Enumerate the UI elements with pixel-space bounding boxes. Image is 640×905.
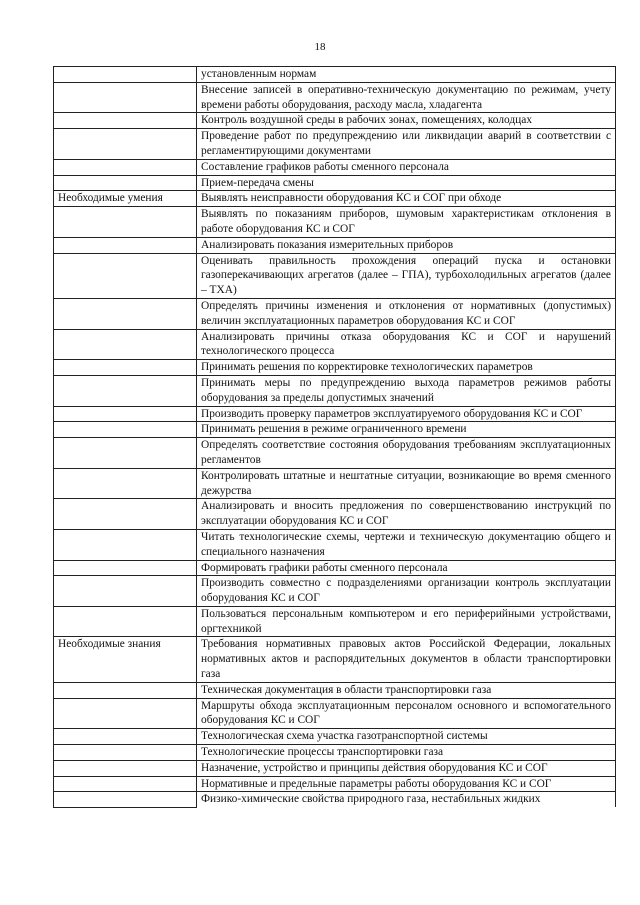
- item-cell: Выявлять по показаниям приборов, шумовым характеристикам отклонения в работе оборудования КС и СОГ: [197, 207, 616, 238]
- table-row: [54, 406, 616, 422]
- item-cell: Производить совместно с подразделениями организации контроль эксплуатации оборудования КС и СОГ: [197, 576, 616, 607]
- item-cell: Прием-передача смены: [197, 175, 616, 191]
- category-cell: [54, 253, 197, 298]
- table-row: [54, 637, 616, 682]
- category-cell: [54, 776, 197, 792]
- table-row: [54, 576, 616, 607]
- category-cell: [54, 237, 197, 253]
- item-cell: Внесение записей в оперативно-техническую документацию по режимам, учету времени работы оборудования, расходу масла, хладагента: [197, 82, 616, 113]
- category-cell: [54, 792, 197, 807]
- category-cell: [54, 606, 197, 637]
- item-cell: Оценивать правильность прохождения операций пуска и остановки газоперекачивающих агрегатов (далее – ГПА), турбохолодильных агрегатов (далее – ТХА): [197, 253, 616, 298]
- table-row: [54, 298, 616, 329]
- category-cell: [54, 159, 197, 175]
- item-cell: Пользоваться персональным компьютером и его периферийными устройствами, оргтехникой: [197, 606, 616, 637]
- category-cell: [54, 207, 197, 238]
- item-cell: Анализировать показания измерительных приборов: [197, 237, 616, 253]
- category-cell: [54, 468, 197, 499]
- item-cell: Нормативные и предельные параметры работы оборудования КС и СОГ: [197, 776, 616, 792]
- item-cell: Физико-химические свойства природного газа, нестабильных жидких: [197, 792, 616, 807]
- table-row: [54, 329, 616, 360]
- table-row: [54, 113, 616, 129]
- item-cell: Назначение, устройство и принципы действия оборудования КС и СОГ: [197, 760, 616, 776]
- item-cell: Анализировать и вносить предложения по совершенствованию инструкций по эксплуатации оборудования КС и СОГ: [197, 499, 616, 530]
- table-row: [54, 776, 616, 792]
- table-row: [54, 792, 616, 807]
- table-row: [54, 729, 616, 745]
- category-cell: [54, 129, 197, 160]
- item-cell: Технологические процессы транспортировки газа: [197, 745, 616, 761]
- category-cell: [54, 529, 197, 560]
- category-cell: [54, 82, 197, 113]
- item-cell: Контроль воздушной среды в рабочих зонах, помещениях, колодцах: [197, 113, 616, 129]
- item-cell: Определять причины изменения и отклонения от нормативных (допустимых) величин эксплуатационных параметров оборудования КС и СОГ: [197, 298, 616, 329]
- table-row: [54, 682, 616, 698]
- category-cell: [54, 560, 197, 576]
- item-cell: Принимать меры по предупреждению выхода параметров режимов работы оборудования за пределы допустимых значений: [197, 375, 616, 406]
- category-cell: [54, 745, 197, 761]
- item-cell: Контролировать штатные и нештатные ситуации, возникающие во время сменного дежурства: [197, 468, 616, 499]
- category-cell: [54, 375, 197, 406]
- category-cell: [54, 422, 197, 438]
- table-row: [54, 67, 616, 83]
- category-cell: [54, 329, 197, 360]
- category-cell: [54, 729, 197, 745]
- table-row: [54, 82, 616, 113]
- table-row: [54, 560, 616, 576]
- table-row: [54, 207, 616, 238]
- table-row: [54, 468, 616, 499]
- table-row: [54, 191, 616, 207]
- item-cell: Составление графиков работы сменного персонала: [197, 159, 616, 175]
- item-cell: Анализировать причины отказа оборудования КС и СОГ и нарушений технологического процесса: [197, 329, 616, 360]
- category-cell: [54, 298, 197, 329]
- item-cell: Принимать решения по корректировке технологических параметров: [197, 360, 616, 376]
- category-cell: [54, 760, 197, 776]
- item-cell: Выявлять неисправности оборудования КС и СОГ при обходе: [197, 191, 616, 207]
- category-cell: Необходимые знания: [54, 637, 197, 682]
- category-cell: [54, 406, 197, 422]
- item-cell: Техническая документация в области транспортировки газа: [197, 682, 616, 698]
- category-cell: [54, 113, 197, 129]
- page-number: 18: [314, 41, 326, 53]
- item-cell: Технологическая схема участка газотранспортной системы: [197, 729, 616, 745]
- table-row: [54, 438, 616, 469]
- item-cell: Читать технологические схемы, чертежи и техническую документацию общего и специального назначения: [197, 529, 616, 560]
- table-row: [54, 499, 616, 530]
- item-cell: Производить проверку параметров эксплуатируемого оборудования КС и СОГ: [197, 406, 616, 422]
- item-cell: установленным нормам: [197, 67, 616, 83]
- item-cell: Проведение работ по предупреждению или ликвидации аварий в соответствии с регламентирующими документами: [197, 129, 616, 160]
- table-row: [54, 422, 616, 438]
- table-row: [54, 606, 616, 637]
- table-row: [54, 253, 616, 298]
- category-cell: [54, 576, 197, 607]
- table-row: [54, 129, 616, 160]
- table-body: [54, 67, 616, 808]
- category-cell: [54, 499, 197, 530]
- table-row: [54, 760, 616, 776]
- category-cell: [54, 67, 197, 83]
- item-cell: Принимать решения в режиме ограниченного времени: [197, 422, 616, 438]
- category-cell: [54, 438, 197, 469]
- table-row: [54, 237, 616, 253]
- competency-table: [53, 66, 616, 808]
- table-row: [54, 529, 616, 560]
- table-row: [54, 159, 616, 175]
- category-cell: [54, 175, 197, 191]
- item-cell: Маршруты обхода эксплуатационным персоналом основного и вспомогательного оборудования КС и СОГ: [197, 698, 616, 729]
- item-cell: Формировать графики работы сменного персонала: [197, 560, 616, 576]
- category-cell: [54, 360, 197, 376]
- category-cell: [54, 698, 197, 729]
- table-row: [54, 698, 616, 729]
- category-cell: Необходимые умения: [54, 191, 197, 207]
- table-row: [54, 175, 616, 191]
- item-cell: Требования нормативных правовых актов Российской Федерации, локальных нормативных актов и распорядительных документов в области транспортировки газа: [197, 637, 616, 682]
- item-cell: Определять соответствие состояния оборудования требованиям эксплуатационных регламентов: [197, 438, 616, 469]
- table-row: [54, 375, 616, 406]
- table-row: [54, 745, 616, 761]
- table-row: [54, 360, 616, 376]
- category-cell: [54, 682, 197, 698]
